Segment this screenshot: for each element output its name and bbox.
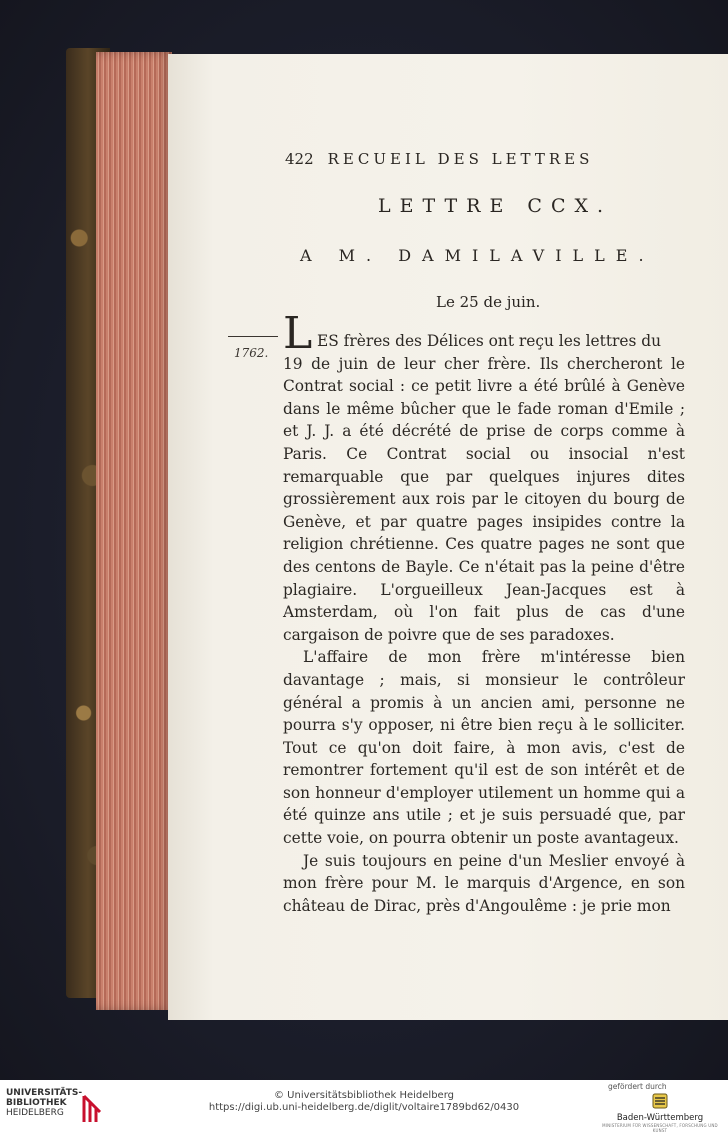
letter-date: Le 25 de juin. [436, 293, 541, 311]
running-header [285, 150, 625, 168]
sponsor-label: gefördert durch [608, 1082, 667, 1091]
paragraph-2: L'affaire de mon frère m'intéresse bien davantage ; mais, si monsieur le contrôleur général a promis à un ancien ami, personne ne pourra s'y opposer, ni être bien reçu à le solliciter. Tout ce qu'on doit faire, à mon avis, c'est de remontrer fortement qu'il est de son intérêt et de son honneur d'employer utilement un homme qui a été quinze ans utile ; et je suis persuadé que, par cette voie, on pourra obtenir un poste avantageux. [283, 648, 685, 848]
permalink[interactable]: https://digi.ub.uni-heidelberg.de/diglit/voltaire1789bd62/0430 [208, 1102, 520, 1113]
header-title: RECUEIL DES LETTRES [327, 150, 594, 168]
red-page-edges [96, 52, 172, 1010]
margin-year: 1762. [234, 346, 269, 360]
drop-cap: L [283, 308, 313, 359]
letter-addressee: A M. DAMILAVILLE. [300, 246, 655, 265]
margin-rule [228, 336, 278, 337]
sponsor-name: Baden-Württemberg [616, 1113, 704, 1123]
paragraph-3: Je suis toujours en peine d'un Meslier envoyé à mon frère pour M. le marquis d'Argence, en son château de Dirac, près d'Angoulême : je prie mon [283, 851, 685, 915]
sponsor-logo[interactable] [600, 1082, 720, 1133]
paragraph-1: 19 de juin de leur cher frère. Ils chercheront le Contrat social : ce petit livre a été brûlé à Genève dans le même bûcher que le fade roman d'Emile ; et J. J. a été décrété de prise de corps comme à Paris. Ce Contrat social ou insocial n'est remarquable que par quelques injures dites grossièrement aux rois par le citoyen du bourg de Genève, et par quatre pages insipides contre la religion chrétienne. Ces quatre pages ne sont que des centons de Bayle. Ce n'était pas la peine d'être plagiaire. L'orgueilleux Jean-Jacques est à Amsterdam, où l'on fait plus de cas d'une cargaison de poivre que de ses paradoxes. [283, 354, 685, 644]
letter-body [283, 330, 685, 917]
page-number: 422 [285, 150, 314, 168]
coat-of-arms-icon [649, 1093, 671, 1109]
library-name-line3: HEIDELBERG [6, 1108, 64, 1118]
viewer-footer [0, 1080, 728, 1134]
copyright-text: © Universitätsbibliothek Heidelberg [273, 1090, 454, 1101]
letter-title: LETTRE CCX. [378, 195, 613, 217]
library-name-line2: BIBLIOTHEK [6, 1098, 67, 1108]
first-line: ES frères des Délices ont reçu les lettres du [317, 332, 662, 350]
library-name-line1: UNIVERSITÄTS- [6, 1088, 83, 1098]
sponsor-ministry: MINISTERIUM FÜR WISSENSCHAFT, FORSCHUNG UND KUNST [602, 1123, 718, 1133]
